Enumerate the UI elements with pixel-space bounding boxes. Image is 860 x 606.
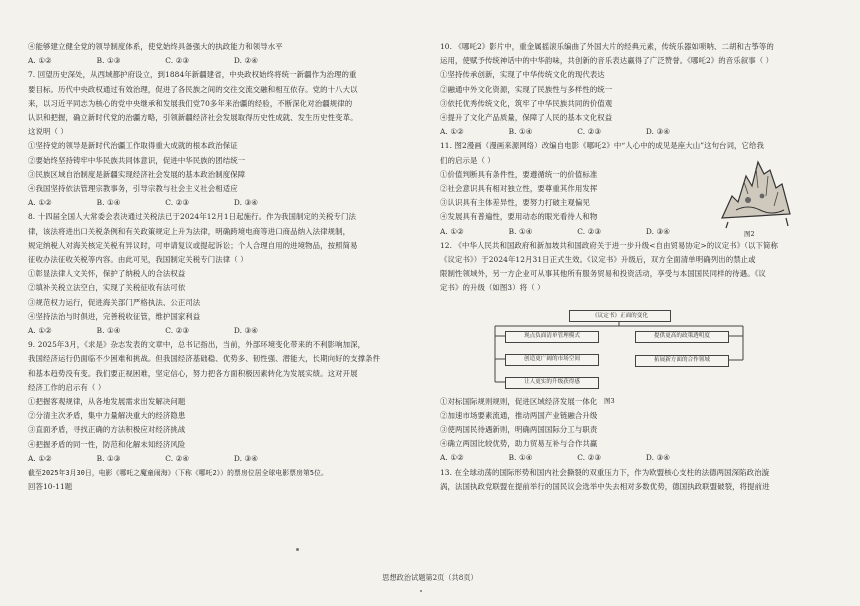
q8-item-4: ④坚持法治与时俱进，完善税收征管，维护国家利益 xyxy=(28,311,201,321)
q8-option-c[interactable]: C. ②③ xyxy=(165,326,190,336)
q8-stem-2: 律，该法将进出口关税条例和有关政策规定上升为法律，明确跨境电商等进口商品纳入法律规制， xyxy=(28,226,351,236)
q6-answer-options xyxy=(28,54,258,68)
q10-item-1: ①坚持传承创新，实现了中华传统文化的现代表达 xyxy=(440,70,605,80)
q10-item-3: ③依托优秀传统文化，筑牢了中华民族共同的价值观 xyxy=(440,98,613,108)
q10-answer-options xyxy=(440,125,670,139)
q8-answer-options xyxy=(28,324,258,338)
scan-speck xyxy=(296,548,299,551)
q12-item-2: ②加速市场要素流通，推动两国产业链融合升级 xyxy=(440,410,598,420)
scan-speck xyxy=(420,590,422,592)
q11-stem-1: 11. 图2漫画（漫画来源网络）改编自电影《哪吒2》中“人心中的成见是座大山”这句台词，它给我 xyxy=(440,141,765,151)
q11-item-4: ④发展具有普遍性，要用动态的眼光看待人和物 xyxy=(440,212,598,222)
figure-3-left-box-1: 现点负面清单管理模式 xyxy=(505,331,599,343)
q11-stem-2: 们的启示是（ ） xyxy=(440,155,495,165)
q7-option-b[interactable]: B. ①④ xyxy=(96,198,121,208)
material-note-2: 回答10-11题 xyxy=(28,482,73,492)
q6-option-c[interactable]: C. ②③ xyxy=(165,56,190,66)
q8-item-2: ②填补关税立法空白，实现了关税征收有法可依 xyxy=(28,283,186,293)
q7-answer-options xyxy=(28,196,258,210)
q7-stem-3: 来，以习近平同志为核心的党中央继承和发展我们党70多年来治疆的经验，不断深化对治疆规律的 xyxy=(28,98,353,108)
q11-item-2: ②社会意识具有相对独立性，要尊重其作用发挥 xyxy=(440,184,598,194)
q9-stem-3: 和基本趋势没有变。我们要正视困难，坚定信心，努力把各方面积极因素转化为发展实绩。这对开展 xyxy=(28,368,358,378)
q12-item-1: ①对标国际规则规则，促进区域经济发展一体化 xyxy=(440,396,598,406)
q10-stem-2: 运用，使赋予传统神话中的中华韵味，共创新的音乐表达赢得了广泛赞誉。《哪吒2》的音乐叙事（ ） xyxy=(440,56,774,66)
q12-item-3: ③使两国民待遇新则，明确两国国际分工与职责 xyxy=(440,425,598,435)
figure-2-cartoon xyxy=(718,152,794,230)
q9-option-c[interactable]: C. ②④ xyxy=(165,453,190,463)
q12-stem-1: 12. 《中华人民共和国政府和新加坡共和国政府关于进一步升级<自由贸易协定>的议定书》（以下简称 xyxy=(440,240,778,250)
figure-3-left-box-3: 让人更实的升级获得感 xyxy=(505,377,599,389)
q7-stem-2: 要目标。历代中央政权通过有效治理，促进了各民族之间的交往交流交融和相互依存。党的十八大以 xyxy=(28,84,358,94)
q8-stem-3: 规定纳税人对海关核定关税有异议时，可申请复议或提起诉讼；个人合理自用的进境物品，按照简易 xyxy=(28,240,358,250)
figure-3-right-box-2: 拓展新方面的合作领域 xyxy=(635,355,729,367)
q12-stem-3: 限制性领域外，另一方企业可从事其他所有服务贸易和投资活动，享受与本国国民同样的待遇。《议 xyxy=(440,269,766,279)
q12-option-d[interactable]: D. ③④ xyxy=(645,453,670,463)
q10-option-a[interactable]: A. ①② xyxy=(440,127,464,137)
q10-item-4: ④提升了文化产品质量，保障了人民的基本文化权益 xyxy=(440,113,613,123)
q7-option-a[interactable]: A. ①② xyxy=(28,198,52,208)
q7-item-4: ④我国坚持依法管理宗教事务，引导宗教与社会主义社会相适应 xyxy=(28,184,238,194)
q8-option-b[interactable]: B. ①④ xyxy=(96,326,121,336)
q11-option-d[interactable]: D. ③④ xyxy=(645,226,670,236)
q9-stem-1: 9. 2025年3月，《求是》杂志发表的文章中，总书记指出，当前，外部环境变化带来的不利影响加深， xyxy=(28,340,366,350)
q10-option-c[interactable]: C. ②③ xyxy=(577,127,602,137)
q8-option-a[interactable]: A. ①② xyxy=(28,326,52,336)
material-note-1: 截至2025年3月30日，电影《哪吒之魔童闹海》（下称《哪吒2》）的票房位居全球电影票房第5位。 xyxy=(28,469,328,478)
q9-stem-4: 经济工作的启示有（ ） xyxy=(28,382,106,392)
q9-option-d[interactable]: D. ③④ xyxy=(233,453,258,463)
q10-item-2: ②融通中外文化资源，实现了民族性与多样性的统一 xyxy=(440,84,613,94)
q10-stem-1: 10. 《哪吒2》影片中，重金属摇滚乐编曲了外国大片的经典元素，传统乐器如唢呐、二胡和古筝等的 xyxy=(440,42,774,51)
q12-option-b[interactable]: B. ①④ xyxy=(508,453,533,463)
q9-option-b[interactable]: B. ①③ xyxy=(96,453,121,463)
q8-item-3: ③规范权力运行，促进海关部门严格执法、公正司法 xyxy=(28,297,201,307)
q11-option-c[interactable]: C. ②③ xyxy=(577,226,602,236)
q7-stem-4: 认识和把握，确立新时代党的治疆方略，引领新疆经济社会发展取得历史性成就、发生历史性变革。 xyxy=(28,113,358,123)
q7-option-c[interactable]: C. ②③ xyxy=(165,198,190,208)
q10-option-d[interactable]: D. ③④ xyxy=(645,127,670,137)
q6-option-d[interactable]: D. ②④ xyxy=(233,56,258,66)
q12-stem-2: 《议定书》）于2024年12月31日正式生效。《议定书》升级后，双方全面清单明确列出的禁止或 xyxy=(440,255,756,265)
figure-2-caption: 图2 xyxy=(744,230,755,238)
left-column xyxy=(28,40,420,495)
q11-item-3: ③认识具有主体差异性，要努力打破主观偏见 xyxy=(440,198,590,208)
q12-option-a[interactable]: A. ①② xyxy=(440,453,464,463)
q11-option-b[interactable]: B. ①④ xyxy=(508,226,533,236)
page-footer: 思想政治试题第2页（共8页） xyxy=(382,573,478,582)
q7-item-3: ③民族区域自治制度是新疆实现经济社会发展的基本政治制度保障 xyxy=(28,169,246,179)
figure-3-title-box: 《议定书》正面的变化 xyxy=(569,310,671,322)
q12-stem-4: 定书》的升级（如图3）将（ ） xyxy=(440,283,545,293)
q11-answer-options xyxy=(440,225,670,239)
q9-answer-options xyxy=(28,452,258,466)
q6-option-b[interactable]: B. ①③ xyxy=(96,56,121,66)
right-column xyxy=(440,40,832,494)
q12-item-4: ④确立两国比较优势，助力贸易互补与合作共赢 xyxy=(440,439,598,449)
q9-stem-2: 我国经济运行仍面临不少困难和挑战。但我国经济基础稳、优势多、韧性强、潜能大，长期向好的支撑条件 xyxy=(28,354,381,364)
q7-stem-5: 这说明（ ） xyxy=(28,127,68,137)
q10-option-b[interactable]: B. ①④ xyxy=(508,127,533,137)
q8-stem-1: 8. 十四届全国人大常委会表决通过关税法已于2024年12月1日起施行。作为我国制定的关税专门法 xyxy=(28,212,356,222)
figure-3-right-box-1: 提供更高的政策透明度 xyxy=(635,331,729,343)
q8-option-d[interactable]: D. ③④ xyxy=(233,326,258,336)
figure-3-caption: 图3 xyxy=(604,397,615,405)
q9-item-3: ③直面矛盾，寻找正确的方法积极应对经济挑战 xyxy=(28,425,186,435)
q9-item-1: ①把握客观规律，从各地发展需求出发解决问题 xyxy=(28,397,186,407)
q7-item-1: ①坚持党的领导是新时代治疆工作取得重大成就的根本政治保证 xyxy=(28,141,238,151)
q9-option-a[interactable]: A. ①② xyxy=(28,453,52,463)
q9-item-4: ④把握矛盾的同一性，防范和化解未知经济风险 xyxy=(28,439,186,449)
q11-option-a[interactable]: A. ①② xyxy=(440,226,464,236)
q6-option-a[interactable]: A. ①② xyxy=(28,56,52,66)
q8-item-1: ①彰显法律人文关怀，保护了纳税人的合法权益 xyxy=(28,269,186,279)
figure-3-diagram xyxy=(485,310,753,394)
figure-3-left-box-2: 创造更广阔的市场空间 xyxy=(505,354,599,366)
q13-stem-1: 13. 在全球动荡的国际形势和国内社会撕裂的双重压力下，作为欧盟核心支柱的法德两国深陷政治漩 xyxy=(440,467,770,477)
q8-stem-4: 征收办法征收关税等内容。由此可见，我国制定关税专门法律（ ） xyxy=(28,255,248,265)
q12-option-c[interactable]: C. ②③ xyxy=(577,453,602,463)
q13-stem-2: 涡，法国执政党联盟在提前举行的国民议会选举中失去相对多数优势，德国执政联盟破裂，将提前进 xyxy=(440,481,770,491)
q7-option-d[interactable]: D. ③④ xyxy=(233,198,258,208)
q9-item-2: ②分清主次矛盾，集中力量解决重大的经济隐患 xyxy=(28,411,186,421)
q7-stem-1: 7. 回望历史深处，从西域都护府设立，到1884年新疆建省，中央政权始终将统一新疆作为治理的重 xyxy=(28,70,357,80)
q6-option-4: ④能够建立健全党的领导制度体系，使党始终具备强大的执政能力和领导水平 xyxy=(28,42,283,51)
q12-answer-options xyxy=(440,451,670,465)
q11-item-1: ①价值判断具有条件性，要遵循统一的价值标准 xyxy=(440,169,598,179)
q7-item-2: ②要始终坚持铸牢中华民族共同体意识，促进中华民族的团结统一 xyxy=(28,155,246,165)
